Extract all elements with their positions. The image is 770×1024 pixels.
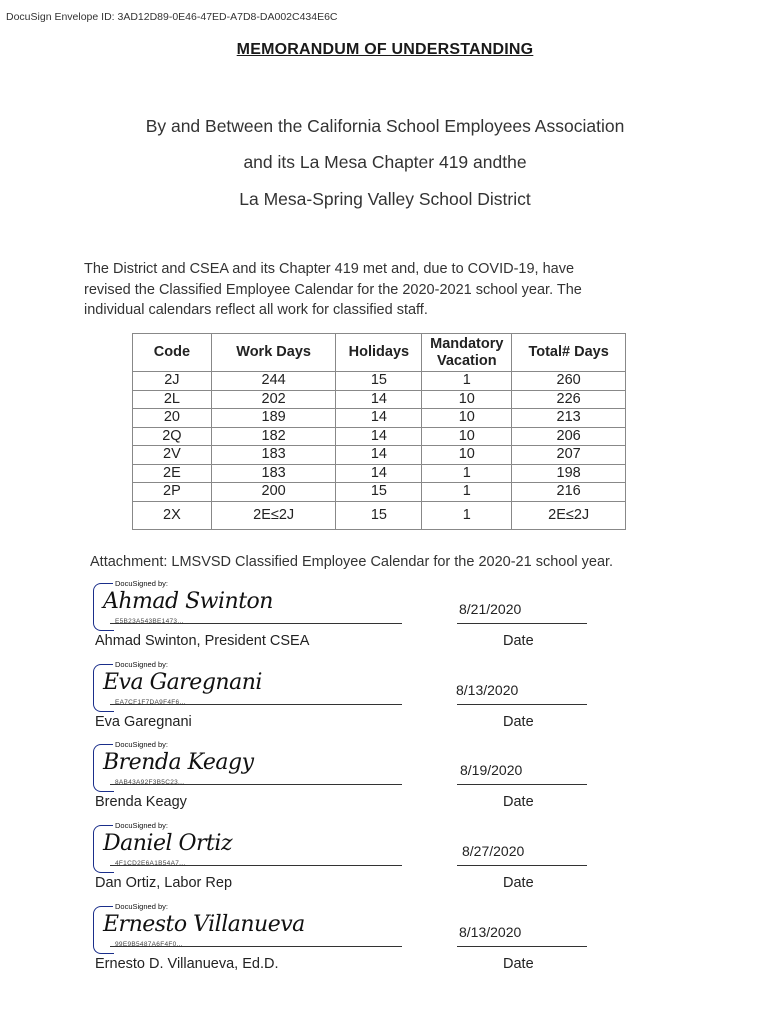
table-row (133, 409, 626, 428)
intro-paragraph: The District and CSEA and its Chapter 419 met and, due to COVID-19, have revised the Classified Employee Calendar for the 2020-2021 school year. The individual calendars reflect all work for classified staff. (84, 261, 582, 318)
handwritten-signature: Daniel Ortiz (103, 831, 233, 856)
signer-name: Ahmad Swinton, President CSEA (95, 633, 310, 649)
table-cell: 1 (422, 483, 512, 502)
table-cell: 1 (422, 501, 512, 529)
header-mandatory-vacation: Mandatory Vacation (422, 334, 512, 372)
signature-line (110, 623, 402, 624)
signature-date: 8/27/2020 (462, 843, 525, 859)
header-total-days: Total# Days (512, 334, 626, 372)
docusigned-label: DocuSigned by: (115, 740, 168, 749)
table-cell: 189 (211, 409, 336, 428)
signature-line (110, 946, 402, 947)
signature-date: 8/21/2020 (459, 601, 522, 617)
date-line (457, 623, 587, 624)
table-row (133, 390, 626, 409)
table-row (133, 483, 626, 502)
subtitle-line-3: La Mesa-Spring Valley School District (239, 189, 531, 209)
signer-id: E5B23A543BE1473... (115, 618, 184, 625)
signer-id: 8AB43A92F3B5C23... (115, 779, 185, 786)
table-cell: 260 (512, 372, 626, 391)
table-cell: 2P (133, 483, 212, 502)
memo-title: MEMORANDUM OF UNDERSTANDING (236, 41, 534, 58)
signer-id: EA7CF1F7DA9F4F6... (115, 699, 186, 706)
signature-date: 8/13/2020 (459, 924, 522, 940)
signature-line (110, 865, 402, 866)
signer-id: 4F1CD2E6A1B54A7... (115, 860, 186, 867)
docusigned-label: DocuSigned by: (115, 902, 168, 911)
table-cell: 226 (512, 390, 626, 409)
table-row (133, 464, 626, 483)
handwritten-signature: Eva Garegnani (103, 670, 262, 695)
table-cell: 1 (422, 372, 512, 391)
envelope-id: DocuSign Envelope ID: 3AD12D89-0E46-47ED-A7D8-DA002C434E6C (6, 11, 338, 23)
table-cell: 15 (336, 501, 422, 529)
table-cell: 200 (211, 483, 336, 502)
table-cell: 10 (422, 390, 512, 409)
handwritten-signature: Ahmad Swinton (103, 589, 273, 614)
table-cell: 213 (512, 409, 626, 428)
docusigned-label: DocuSigned by: (115, 660, 168, 669)
table-cell: 2Q (133, 427, 212, 446)
handwritten-signature: Brenda Keagy (103, 750, 254, 775)
subtitle-line-2: and its La Mesa Chapter 419 andthe (243, 152, 527, 172)
signer-name: Eva Garegnani (95, 714, 192, 730)
signer-name: Dan Ortiz, Labor Rep (95, 875, 233, 891)
date-line (457, 865, 587, 866)
table-cell: 14 (336, 464, 422, 483)
table-cell: 10 (422, 446, 512, 465)
table-cell: 10 (422, 427, 512, 446)
subtitle-line-1: By and Between the California School Employees Association (145, 116, 625, 136)
table-cell: 182 (211, 427, 336, 446)
table-cell: 244 (211, 372, 336, 391)
signature-line (110, 784, 402, 785)
signature-date: 8/13/2020 (456, 682, 519, 698)
date-label: Date (503, 794, 534, 810)
signature-block (0, 821, 770, 905)
table-cell: 1 (422, 464, 512, 483)
signature-date: 8/19/2020 (460, 762, 523, 778)
date-line (457, 946, 587, 947)
table-cell: 183 (211, 464, 336, 483)
table-cell: 216 (512, 483, 626, 502)
table-cell: 15 (336, 483, 422, 502)
signature-block (0, 660, 770, 744)
table-row (133, 427, 626, 446)
attachment-note: Attachment: LMSVSD Classified Employee Calendar for the 2020-21 school year. (90, 554, 614, 570)
table-cell: 14 (336, 390, 422, 409)
table-body (133, 372, 626, 530)
header-work-days: Work Days (211, 334, 336, 372)
table-cell: 14 (336, 446, 422, 465)
table-cell: 2J (133, 372, 212, 391)
signer-name: Ernesto D. Villanueva, Ed.D. (95, 956, 279, 972)
table-cell: 2E≤2J (512, 501, 626, 529)
table-cell: 14 (336, 427, 422, 446)
table-cell: 202 (211, 390, 336, 409)
table-cell: 183 (211, 446, 336, 465)
docusigned-label: DocuSigned by: (115, 821, 168, 830)
table-row (133, 446, 626, 465)
signature-block (0, 579, 770, 663)
date-label: Date (503, 714, 534, 730)
signer-name: Brenda Keagy (95, 794, 187, 810)
signature-line (110, 704, 402, 705)
table-cell: 2V (133, 446, 212, 465)
table-cell: 206 (512, 427, 626, 446)
signer-id: 99E9B5487A6F4F0... (115, 941, 183, 948)
date-label: Date (503, 956, 534, 972)
header-holidays: Holidays (336, 334, 422, 372)
table-cell: 2E≤2J (211, 501, 336, 529)
table-row (133, 372, 626, 391)
table-cell: 10 (422, 409, 512, 428)
signature-block (0, 902, 770, 986)
signature-block (0, 740, 770, 824)
table-cell: 20 (133, 409, 212, 428)
table-header-row (133, 334, 626, 372)
table-cell: 2L (133, 390, 212, 409)
date-line (457, 784, 587, 785)
table-cell: 2X (133, 501, 212, 529)
table-row (133, 501, 626, 529)
handwritten-signature: Ernesto Villanueva (103, 912, 305, 937)
calendar-days-table (132, 333, 626, 530)
date-label: Date (503, 875, 534, 891)
docusigned-label: DocuSigned by: (115, 579, 168, 588)
date-label: Date (503, 633, 534, 649)
header-code: Code (133, 334, 212, 372)
table-cell: 15 (336, 372, 422, 391)
table-cell: 14 (336, 409, 422, 428)
table-cell: 207 (512, 446, 626, 465)
date-line (457, 704, 587, 705)
table-cell: 198 (512, 464, 626, 483)
table-cell: 2E (133, 464, 212, 483)
